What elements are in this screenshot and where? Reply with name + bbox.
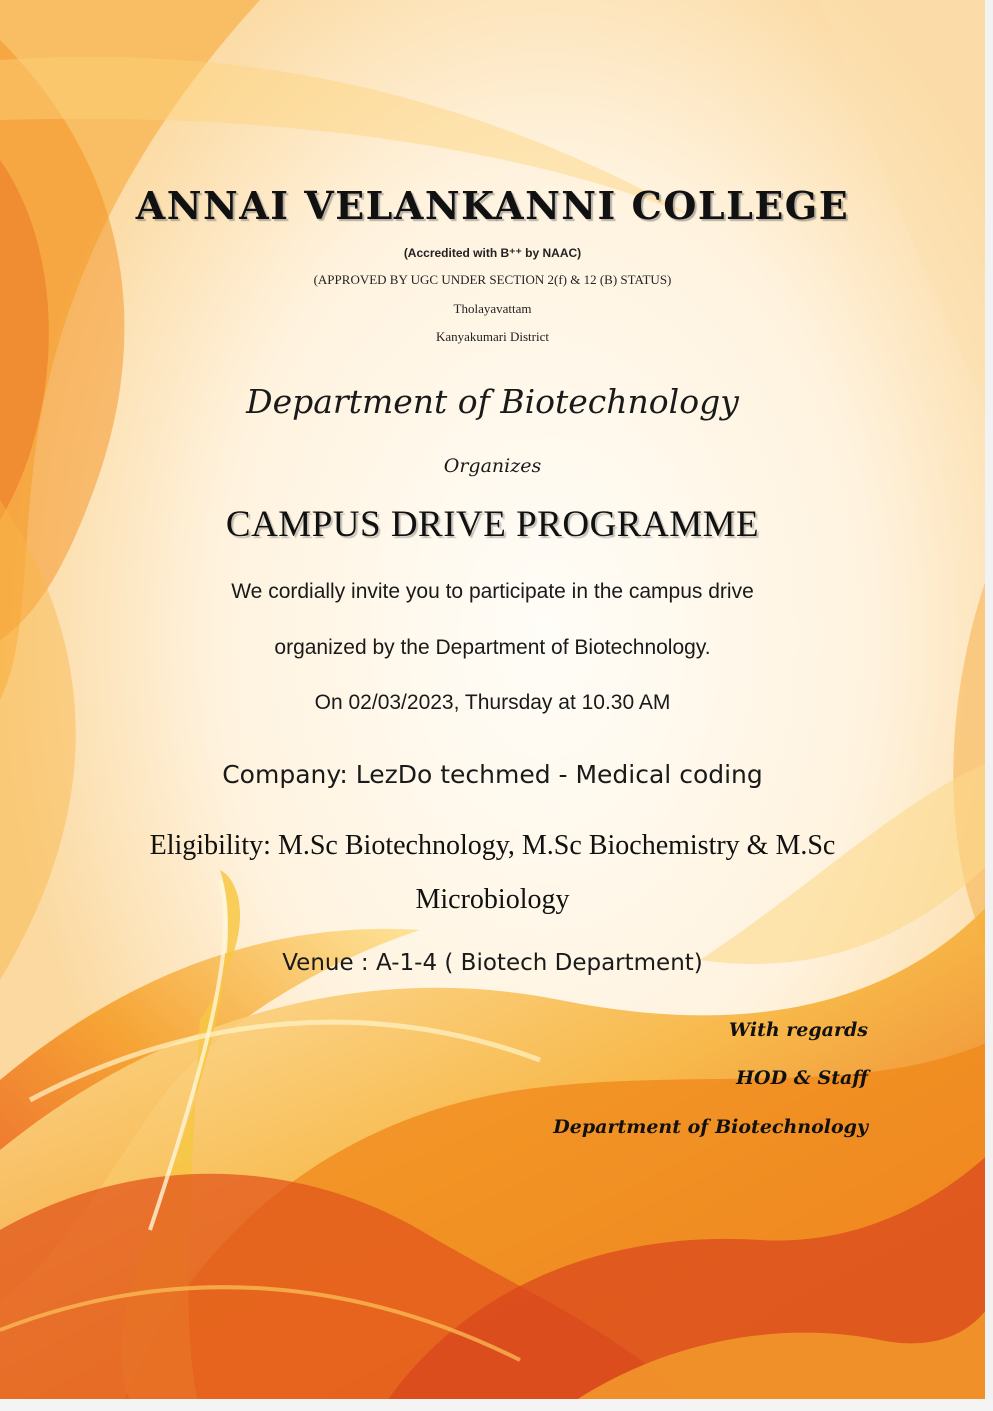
event-title: CAMPUS DRIVE PROGRAMME bbox=[225, 504, 760, 545]
accreditation-note: (Accredited with B⁺⁺ by NAAC) bbox=[403, 246, 582, 260]
approval-note: (APPROVED BY UGC UNDER SECTION 2(f) & 12 (B) STATUS) bbox=[313, 272, 672, 287]
eligibility-line-1: Eligibility: M.Sc Biotechnology, M.Sc Biochemistry & M.Sc bbox=[149, 830, 836, 861]
college-name: ANNAI VELANKANNI COLLEGE bbox=[135, 183, 850, 228]
event-date: On 02/03/2023, Thursday at 10.30 AM bbox=[314, 691, 671, 714]
invite-line-1: We cordially invite you to participate in the campus drive bbox=[231, 580, 754, 603]
department-title: Department of Biotechnology bbox=[246, 382, 739, 421]
venue-info: Venue : A-1-4 ( Biotech Department) bbox=[282, 950, 703, 976]
regards-label: With regards bbox=[728, 1019, 868, 1041]
signature-department: Department of Biotechnology bbox=[553, 1116, 868, 1138]
organizes-label: Organizes bbox=[443, 455, 542, 477]
district-name: Kanyakumari District bbox=[436, 329, 549, 344]
company-info: Company: LezDo techmed - Medical coding bbox=[222, 760, 763, 789]
hod-staff-label: HOD & Staff bbox=[736, 1067, 868, 1089]
invite-line-2: organized by the Department of Biotechnology. bbox=[274, 636, 711, 659]
place-name: Tholayavattam bbox=[453, 301, 532, 316]
eligibility-line-2: Microbiology bbox=[415, 884, 570, 915]
